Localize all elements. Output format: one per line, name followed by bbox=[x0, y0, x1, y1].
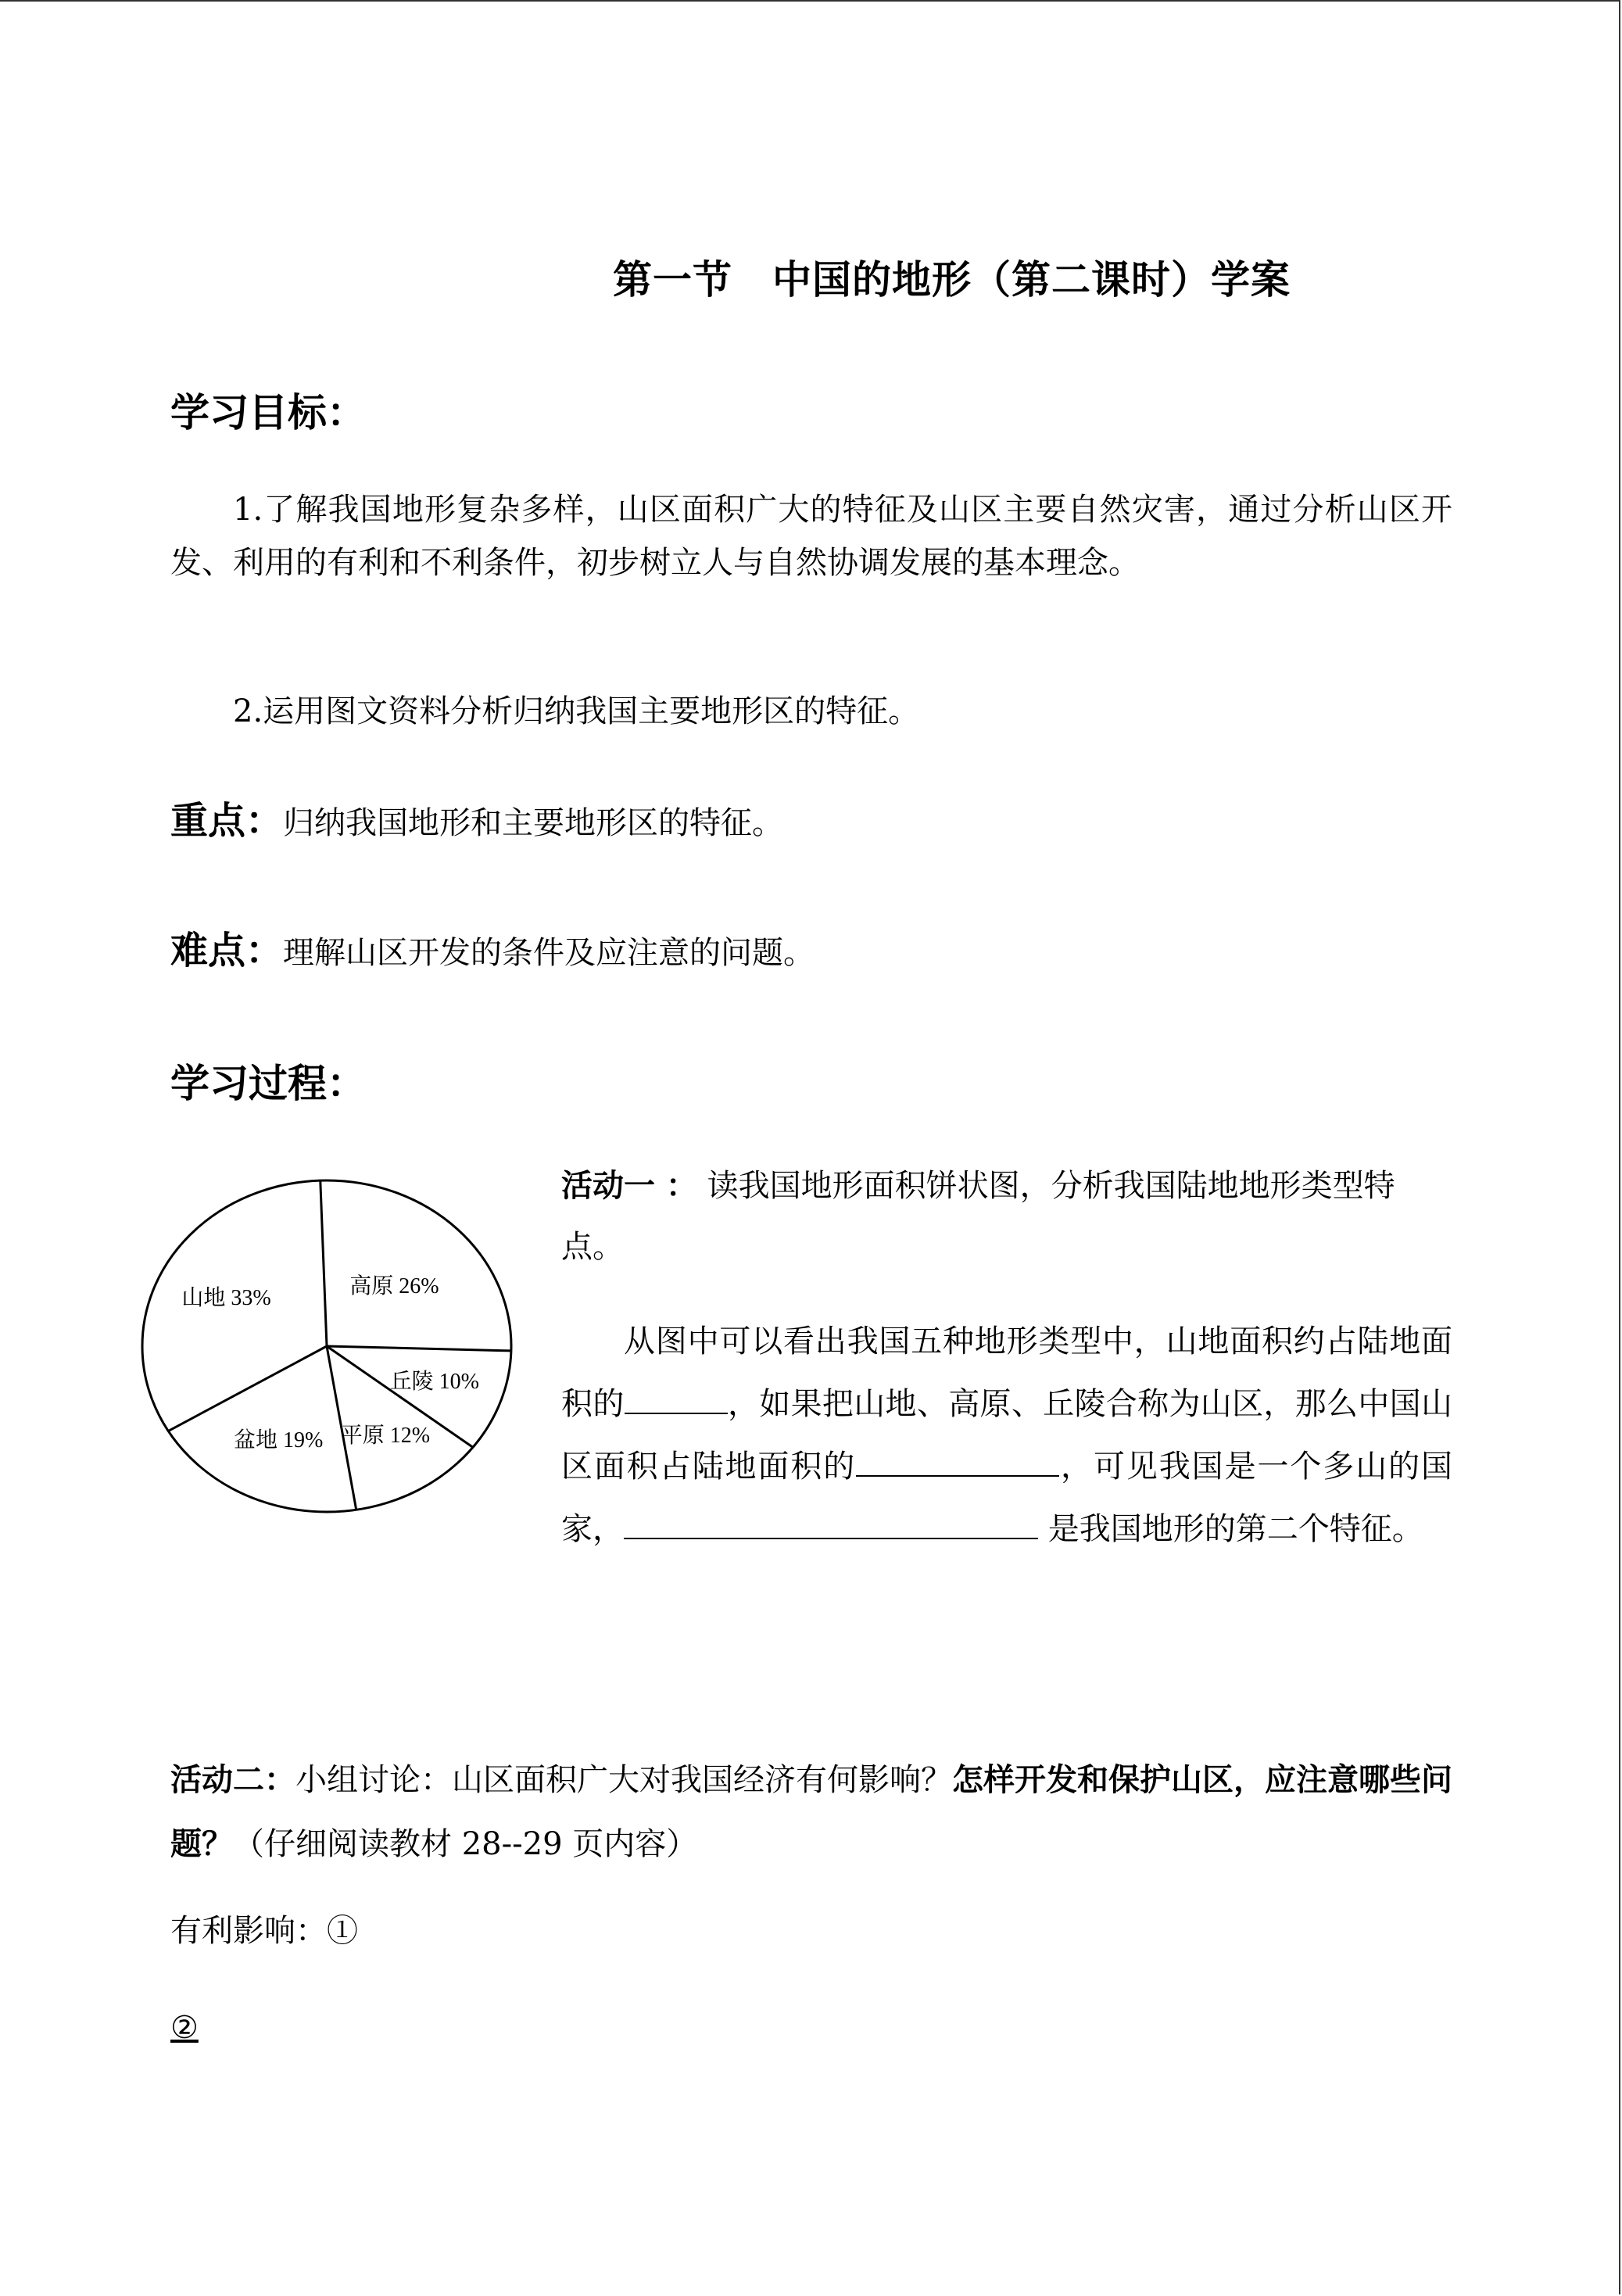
activity1-body-b: ，如果把山地、高原、丘陵合称为山区，那么中国山区面积占陆地面积的 bbox=[561, 1386, 1452, 1485]
activity2-text-a: 小组讨论：山区面积广大对我国经济有何影响？ bbox=[295, 1762, 952, 1798]
activity2-text-c: （仔细阅读教材 28--29 页内容） bbox=[233, 1826, 698, 1862]
activity2-label: 活动二： bbox=[170, 1762, 295, 1798]
answer-blank-2[interactable] bbox=[856, 1441, 1059, 1477]
key-point-label: 重点： bbox=[170, 799, 284, 843]
answer-blank-3[interactable] bbox=[624, 1503, 1038, 1539]
pie-slice-label-1: 高原 26% bbox=[349, 1273, 439, 1298]
favorable-item-2: ② bbox=[170, 2010, 199, 2046]
key-point bbox=[170, 794, 783, 850]
difficulty-text: 理解山区开发的条件及应注意的问题。 bbox=[283, 935, 815, 971]
answer-blank-1[interactable] bbox=[625, 1378, 728, 1414]
process-heading: 学习过程： bbox=[170, 1061, 366, 1106]
favorable-label: 有利影响：① bbox=[170, 1913, 358, 1949]
pie-svg bbox=[139, 1173, 530, 1524]
pie-slice-label-3: 平原 12% bbox=[340, 1423, 431, 1448]
activity1-body-d: 是我国地形的第二个特征。 bbox=[1038, 1511, 1423, 1547]
activity1-body-a: 从图中可以看出我国五种地形类型中，山地面积约占陆地面积的 bbox=[561, 1324, 1452, 1422]
page-title: 第一节 中国的地形（第二课时）学案 bbox=[613, 256, 1291, 303]
terrain-pie-chart bbox=[139, 1173, 530, 1524]
objectives-heading: 学习目标： bbox=[170, 390, 366, 435]
activity1-intro bbox=[561, 1155, 1452, 1277]
activity1-text: 读我国地形面积饼状图，分析我国陆地地形类型特点。 bbox=[561, 1168, 1395, 1265]
difficulty-label: 难点： bbox=[170, 929, 284, 972]
activity1-label: 活动一 ： bbox=[561, 1168, 697, 1204]
pie-slice-label-4: 盆地 19% bbox=[233, 1428, 324, 1453]
objective-item-1: 1.了解我国地形复杂多样，山区面积广大的特征及山区主要自然灾害，通过分析山区开发、利用的有利和不利条件，初步树立人与自然协调发展的基本理念。 bbox=[170, 492, 1452, 581]
difficulty bbox=[170, 924, 815, 980]
pie-slice-label-2: 丘陵 10% bbox=[389, 1370, 480, 1395]
activity2 bbox=[170, 1748, 1452, 1876]
activity2-text-b: 怎样开发和保护山区，应注意哪些问题？ bbox=[170, 1762, 1452, 1862]
key-point-text: 归纳我国地形和主要地形区的特征。 bbox=[283, 805, 784, 841]
activity1-body bbox=[561, 1310, 1452, 1560]
activity1-body-c: ，可见我国是一个多山的国家， bbox=[561, 1449, 1453, 1547]
objective-item-2: 2.运用图文资料分析归纳我国主要地形区的特征。 bbox=[233, 693, 920, 729]
pie-slice-label-5: 山地 33% bbox=[181, 1286, 271, 1311]
